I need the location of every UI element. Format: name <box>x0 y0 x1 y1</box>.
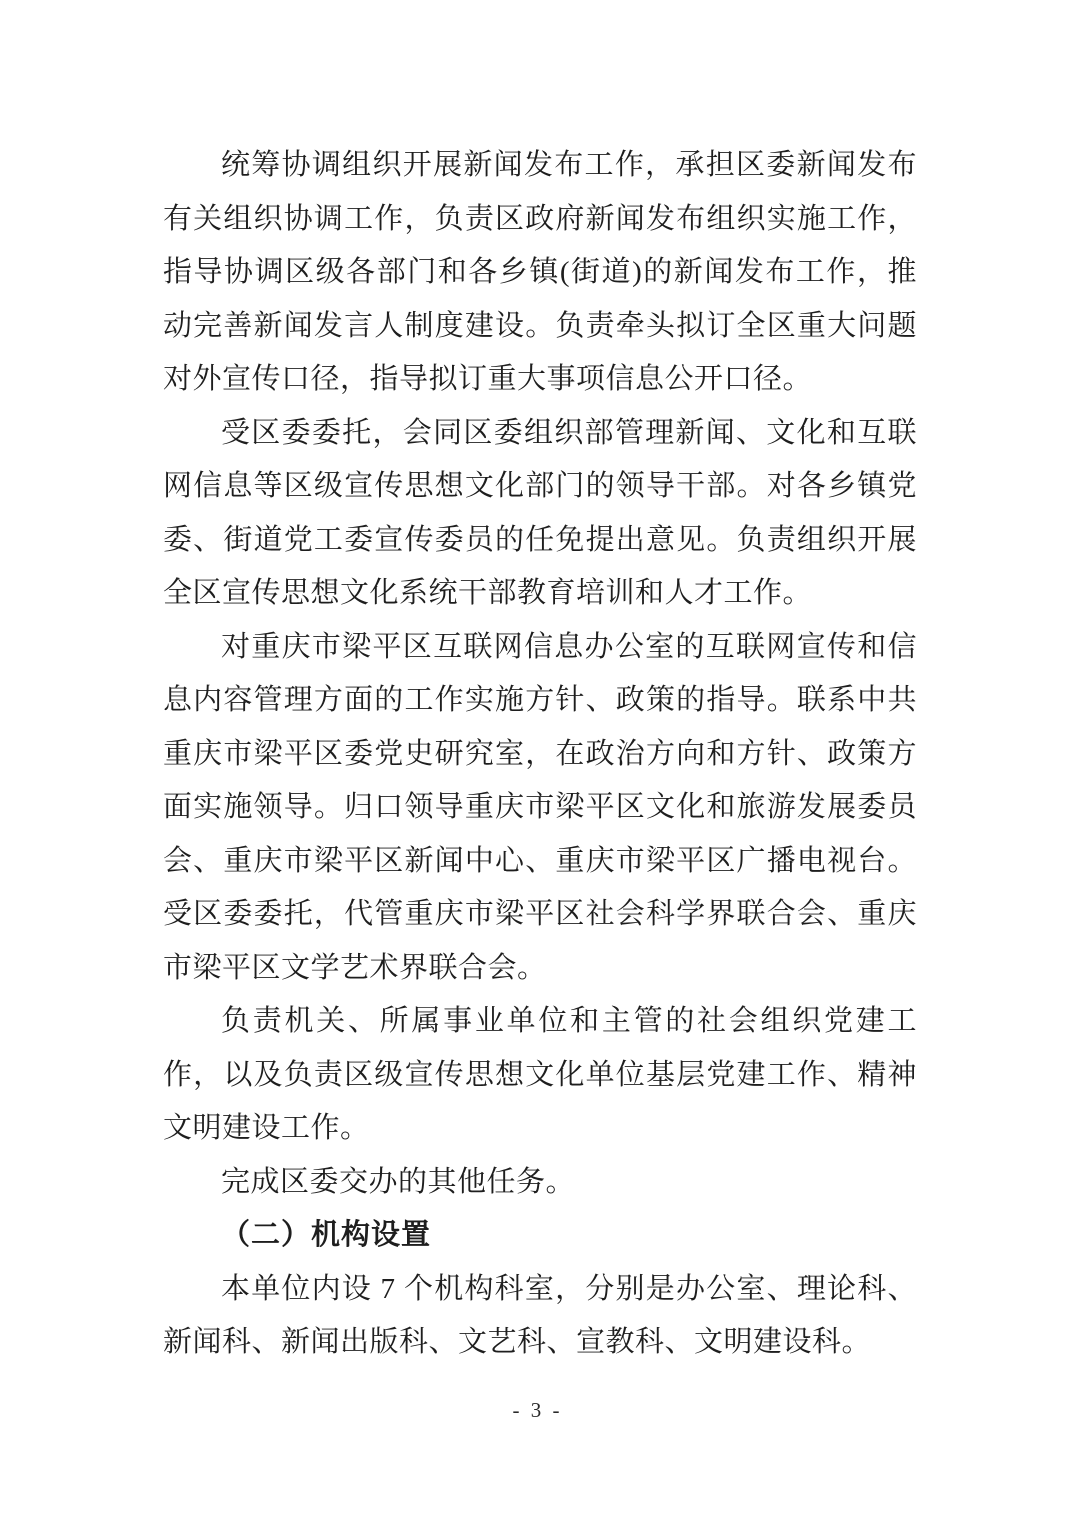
paragraph-internal-departments: 本单位内设 7 个机构科室，分别是办公室、理论科、新闻科、新闻出版科、文艺科、宣教科、文明建设科。 <box>163 1272 917 1358</box>
paragraph-other-tasks: 完成区委交办的其他任务。 <box>221 1165 576 1198</box>
paragraph-party-building-duties: 负责机关、所属事业单位和主管的社会组织党建工作，以及负责区级宣传思想文化单位基层党建工作、精神文明建设工作。 <box>163 1005 917 1144</box>
document-body <box>163 139 917 1370</box>
paragraph-internet-and-affiliated-units-duties: 对重庆市梁平区互联网信息办公室的互联网宣传和信息内容管理方面的工作实施方针、政策的指导。联系中共重庆市梁平区委党史研究室，在政治方向和方针、政策方面实施领导。归口领导重庆市梁平区文化和旅游发展委员会、重庆市梁平区新闻中心、重庆市梁平区广播电视台。受区委委托，代管重庆市梁平区社会科学界联合会、重庆市梁平区文学艺术界联合会。 <box>163 630 917 984</box>
paragraph-news-release-duties: 统筹协调组织开展新闻发布工作，承担区委新闻发布有关组织协调工作，负责区政府新闻发布组织实施工作，指导协调区级各部门和各乡镇(街道)的新闻发布工作，推动完善新闻发言人制度建设。负责牵头拟订全区重大问题对外宣传口径，指导拟订重大事项信息公开口径。 <box>163 149 917 395</box>
page-number: - 3 - <box>512 1398 563 1422</box>
paragraph-cadre-management-duties: 受区委委托，会同区委组织部管理新闻、文化和互联网信息等区级宣传思想文化部门的领导干部。对各乡镇党委、街道党工委宣传委员的任免提出意见。负责组织开展全区宣传思想文化系统干部教育培训和人才工作。 <box>163 416 917 609</box>
section-heading-organization-setup: （二）机构设置 <box>221 1219 432 1251</box>
